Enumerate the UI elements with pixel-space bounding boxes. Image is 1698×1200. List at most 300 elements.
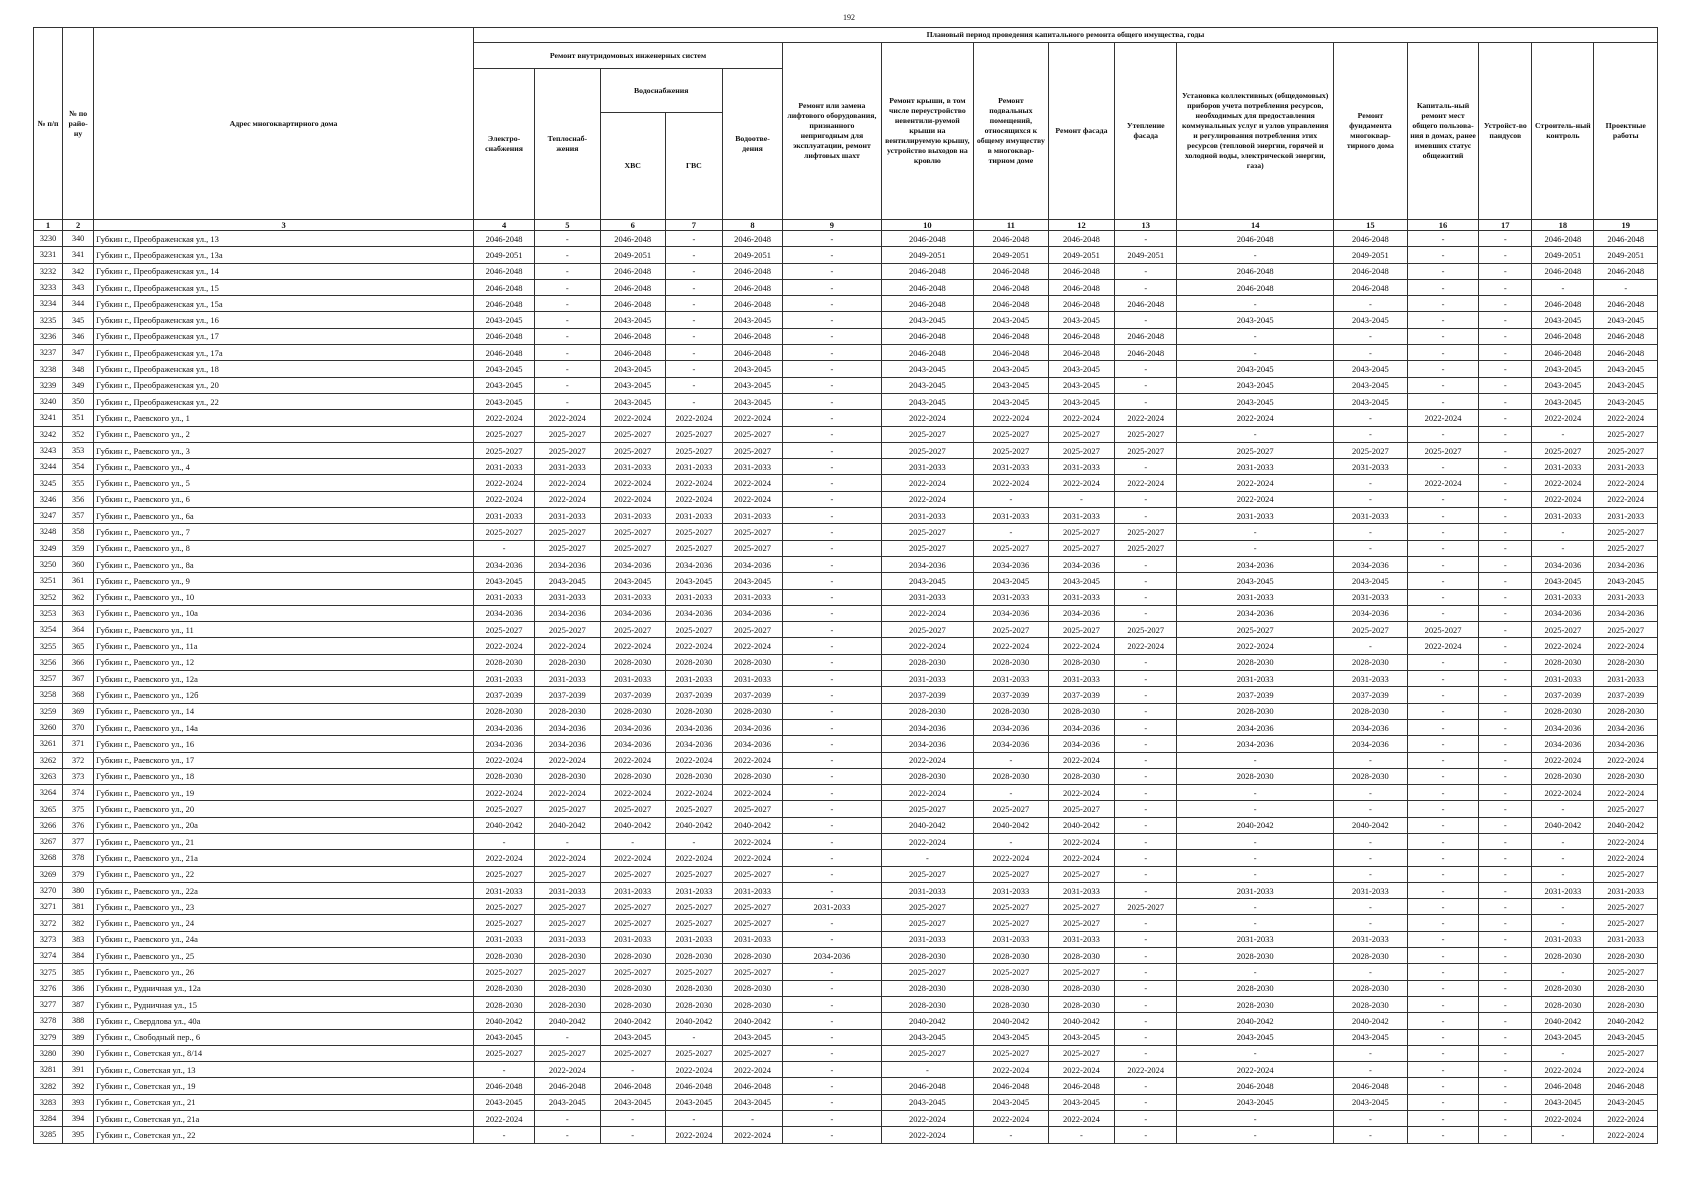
- period-cell: 2022-2024: [881, 638, 973, 654]
- period-cell: -: [783, 768, 882, 784]
- period-cell: 2025-2027: [974, 426, 1049, 442]
- period-cell: -: [665, 279, 722, 295]
- period-cell: 2025-2027: [1532, 622, 1594, 638]
- period-cell: 2034-2036: [665, 736, 722, 752]
- period-cell: 2034-2036: [1594, 719, 1658, 735]
- period-cell: 2046-2048: [722, 296, 782, 312]
- period-cell: -: [974, 524, 1049, 540]
- table-row: [34, 931, 1658, 947]
- period-cell: 2046-2048: [600, 263, 665, 279]
- table-row: [34, 328, 1658, 344]
- period-cell: 2034-2036: [974, 719, 1049, 735]
- address-cell: Губкин г., Раевского ул., 17: [94, 752, 474, 768]
- period-cell: -: [1115, 589, 1177, 605]
- column-number: 5: [535, 220, 600, 231]
- period-cell: 2034-2036: [1594, 605, 1658, 621]
- period-cell: -: [783, 817, 882, 833]
- period-cell: -: [535, 393, 600, 409]
- period-cell: 2028-2030: [535, 948, 600, 964]
- row-number: 3231: [34, 247, 63, 263]
- period-cell: -: [1479, 850, 1532, 866]
- period-cell: 2028-2030: [974, 980, 1049, 996]
- period-cell: 2022-2024: [1594, 850, 1658, 866]
- period-cell: -: [783, 279, 882, 295]
- period-cell: -: [1407, 589, 1479, 605]
- period-cell: 2031-2033: [473, 508, 534, 524]
- address-cell: Губкин г., Советская ул., 21а: [94, 1111, 474, 1127]
- address-cell: Губкин г., Раевского ул., 12: [94, 654, 474, 670]
- period-cell: 2022-2024: [1407, 638, 1479, 654]
- period-cell: -: [1407, 1078, 1479, 1094]
- period-cell: 2031-2033: [1048, 882, 1114, 898]
- period-cell: 2046-2048: [1334, 263, 1408, 279]
- period-cell: 2040-2042: [473, 1013, 534, 1029]
- address-cell: Губкин г., Раевского ул., 11а: [94, 638, 474, 654]
- period-cell: 2025-2027: [1594, 899, 1658, 915]
- period-cell: 2037-2039: [1532, 687, 1594, 703]
- row-number: 3262: [34, 752, 63, 768]
- period-cell: 2046-2048: [974, 345, 1049, 361]
- district-number: 349: [63, 377, 94, 393]
- period-cell: 2043-2045: [1177, 312, 1334, 328]
- period-cell: 2034-2036: [473, 719, 534, 735]
- period-cell: -: [1407, 801, 1479, 817]
- period-cell: -: [783, 377, 882, 393]
- row-number: 3279: [34, 1029, 63, 1045]
- period-cell: 2031-2033: [722, 931, 782, 947]
- period-cell: -: [783, 361, 882, 377]
- table-row: [34, 850, 1658, 866]
- period-cell: 2025-2027: [1048, 426, 1114, 442]
- district-number: 392: [63, 1078, 94, 1094]
- page-number: 192: [843, 13, 855, 22]
- period-cell: -: [1532, 1127, 1594, 1143]
- period-cell: 2031-2033: [535, 459, 600, 475]
- address-cell: Губкин г., Раевского ул., 14: [94, 703, 474, 719]
- address-cell: Губкин г., Преображенская ул., 15а: [94, 296, 474, 312]
- col-drainage: Водоотве-дения: [722, 69, 782, 220]
- period-cell: 2043-2045: [1334, 393, 1408, 409]
- period-cell: 2022-2024: [881, 491, 973, 507]
- column-number: 7: [665, 220, 722, 231]
- period-cell: -: [1407, 671, 1479, 687]
- period-cell: -: [1115, 556, 1177, 572]
- period-cell: 2046-2048: [881, 279, 973, 295]
- period-cell: 2040-2042: [665, 1013, 722, 1029]
- period-cell: 2025-2027: [665, 426, 722, 442]
- period-cell: 2046-2048: [1334, 1078, 1408, 1094]
- row-number: 3252: [34, 589, 63, 605]
- period-cell: -: [1115, 377, 1177, 393]
- period-cell: 2034-2036: [535, 736, 600, 752]
- address-cell: Губкин г., Советская ул., 8/14: [94, 1045, 474, 1061]
- col-design-works: Проектные работы: [1594, 43, 1658, 220]
- period-cell: 2040-2042: [881, 1013, 973, 1029]
- period-cell: 2028-2030: [665, 703, 722, 719]
- period-cell: 2025-2027: [1334, 622, 1408, 638]
- period-cell: 2046-2048: [600, 296, 665, 312]
- table-row: [34, 573, 1658, 589]
- period-cell: 2025-2027: [1334, 442, 1408, 458]
- period-cell: 2031-2033: [473, 589, 534, 605]
- address-cell: Губкин г., Раевского ул., 21а: [94, 850, 474, 866]
- period-cell: -: [1407, 1045, 1479, 1061]
- period-cell: -: [881, 850, 973, 866]
- period-cell: -: [1407, 752, 1479, 768]
- period-cell: 2022-2024: [473, 491, 534, 507]
- period-cell: -: [1479, 491, 1532, 507]
- period-cell: -: [783, 882, 882, 898]
- period-cell: 2022-2024: [535, 491, 600, 507]
- period-cell: 2022-2024: [1115, 638, 1177, 654]
- period-cell: 2046-2048: [1048, 279, 1114, 295]
- period-cell: 2028-2030: [974, 996, 1049, 1012]
- period-cell: 2022-2024: [665, 785, 722, 801]
- period-cell: 2022-2024: [535, 1062, 600, 1078]
- period-cell: 2043-2045: [881, 573, 973, 589]
- period-cell: -: [783, 540, 882, 556]
- period-cell: 2040-2042: [722, 1013, 782, 1029]
- period-cell: -: [974, 1127, 1049, 1143]
- period-cell: -: [1334, 1127, 1408, 1143]
- row-number: 3280: [34, 1045, 63, 1061]
- period-cell: 2031-2033: [1334, 508, 1408, 524]
- period-cell: 2022-2024: [1115, 475, 1177, 491]
- period-cell: 2025-2027: [722, 801, 782, 817]
- table-row: [34, 1062, 1658, 1078]
- district-number: 340: [63, 231, 94, 247]
- period-cell: 2046-2048: [473, 231, 534, 247]
- period-cell: 2022-2024: [473, 752, 534, 768]
- period-cell: -: [1115, 785, 1177, 801]
- period-cell: -: [665, 833, 722, 849]
- district-number: 351: [63, 410, 94, 426]
- period-cell: 2025-2027: [473, 622, 534, 638]
- period-cell: 2028-2030: [535, 996, 600, 1012]
- period-cell: 2046-2048: [1115, 296, 1177, 312]
- address-cell: Губкин г., Советская ул., 13: [94, 1062, 474, 1078]
- address-cell: Губкин г., Свердлова ул., 40а: [94, 1013, 474, 1029]
- district-number: 357: [63, 508, 94, 524]
- period-cell: 2031-2033: [535, 671, 600, 687]
- period-cell: 2025-2027: [1048, 915, 1114, 931]
- period-cell: -: [1177, 1045, 1334, 1061]
- period-cell: 2040-2042: [473, 817, 534, 833]
- table-row: [34, 524, 1658, 540]
- period-cell: 2022-2024: [1115, 410, 1177, 426]
- period-cell: 2046-2048: [535, 1078, 600, 1094]
- column-number: 8: [722, 220, 782, 231]
- period-cell: 2028-2030: [1532, 980, 1594, 996]
- period-cell: 2046-2048: [1115, 328, 1177, 344]
- table-row: [34, 1029, 1658, 1045]
- period-cell: -: [1334, 964, 1408, 980]
- period-cell: 2022-2024: [1532, 410, 1594, 426]
- row-number: 3256: [34, 654, 63, 670]
- period-cell: 2031-2033: [881, 459, 973, 475]
- table-row: [34, 785, 1658, 801]
- period-cell: 2022-2024: [881, 475, 973, 491]
- period-cell: -: [1334, 296, 1408, 312]
- period-cell: -: [665, 296, 722, 312]
- period-cell: 2025-2027: [535, 964, 600, 980]
- period-cell: 2025-2027: [974, 1045, 1049, 1061]
- period-cell: 2031-2033: [881, 882, 973, 898]
- period-cell: -: [783, 719, 882, 735]
- period-cell: 2046-2048: [974, 279, 1049, 295]
- period-cell: -: [1532, 964, 1594, 980]
- period-cell: 2025-2027: [1048, 964, 1114, 980]
- address-cell: Губкин г., Раевского ул., 6: [94, 491, 474, 507]
- period-cell: 2031-2033: [1048, 508, 1114, 524]
- district-number: 391: [63, 1062, 94, 1078]
- period-cell: -: [783, 426, 882, 442]
- period-cell: -: [1177, 801, 1334, 817]
- capital-repair-table: [33, 27, 1658, 1144]
- period-cell: 2022-2024: [1407, 475, 1479, 491]
- period-cell: -: [1532, 833, 1594, 849]
- period-cell: 2034-2036: [535, 605, 600, 621]
- period-cell: 2028-2030: [1334, 948, 1408, 964]
- period-cell: 2043-2045: [722, 1029, 782, 1045]
- period-cell: -: [1532, 866, 1594, 882]
- table-row: [34, 231, 1658, 247]
- period-cell: 2022-2024: [473, 785, 534, 801]
- period-cell: -: [783, 1111, 882, 1127]
- period-cell: 2043-2045: [881, 1029, 973, 1045]
- period-cell: 2025-2027: [722, 1045, 782, 1061]
- row-number: 3260: [34, 719, 63, 735]
- period-cell: 2028-2030: [722, 948, 782, 964]
- period-cell: 2031-2033: [1532, 882, 1594, 898]
- period-cell: -: [1407, 915, 1479, 931]
- address-cell: Губкин г., Раевского ул., 11: [94, 622, 474, 638]
- period-cell: 2028-2030: [722, 980, 782, 996]
- period-cell: -: [783, 345, 882, 361]
- address-cell: Губкин г., Раевского ул., 12а: [94, 671, 474, 687]
- period-cell: -: [1479, 817, 1532, 833]
- period-cell: 2025-2027: [665, 801, 722, 817]
- period-cell: -: [783, 410, 882, 426]
- period-cell: -: [1407, 605, 1479, 621]
- row-number: 3243: [34, 442, 63, 458]
- row-number: 3263: [34, 768, 63, 784]
- period-cell: -: [1532, 1045, 1594, 1061]
- period-cell: 2028-2030: [881, 996, 973, 1012]
- period-cell: -: [783, 980, 882, 996]
- period-cell: 2046-2048: [473, 328, 534, 344]
- period-cell: 2025-2027: [974, 964, 1049, 980]
- table-row: [34, 263, 1658, 279]
- period-cell: -: [535, 1029, 600, 1045]
- period-cell: 2028-2030: [1048, 980, 1114, 996]
- period-cell: -: [535, 1111, 600, 1127]
- period-cell: 2043-2045: [722, 377, 782, 393]
- period-cell: 2034-2036: [600, 736, 665, 752]
- period-cell: -: [1479, 1013, 1532, 1029]
- column-number: 17: [1479, 220, 1532, 231]
- period-cell: -: [1479, 915, 1532, 931]
- column-number: 3: [94, 220, 474, 231]
- col-electricity: Электро-снабжения: [473, 69, 534, 220]
- period-cell: 2037-2039: [1177, 687, 1334, 703]
- period-cell: -: [783, 1094, 882, 1110]
- period-cell: 2028-2030: [473, 654, 534, 670]
- period-cell: -: [1407, 573, 1479, 589]
- period-cell: 2025-2027: [665, 866, 722, 882]
- period-cell: 2028-2030: [1594, 768, 1658, 784]
- district-number: 360: [63, 556, 94, 572]
- period-cell: 2034-2036: [1048, 736, 1114, 752]
- period-cell: -: [783, 263, 882, 279]
- period-cell: 2022-2024: [535, 850, 600, 866]
- period-cell: 2031-2033: [1177, 459, 1334, 475]
- period-cell: 2022-2024: [974, 638, 1049, 654]
- period-cell: -: [1479, 736, 1532, 752]
- period-cell: 2025-2027: [1177, 622, 1334, 638]
- period-cell: -: [1532, 426, 1594, 442]
- period-cell: 2031-2033: [1532, 931, 1594, 947]
- period-cell: 2031-2033: [722, 508, 782, 524]
- period-cell: 2031-2033: [881, 931, 973, 947]
- district-number: 346: [63, 328, 94, 344]
- period-cell: -: [1407, 459, 1479, 475]
- period-cell: -: [783, 850, 882, 866]
- period-cell: 2022-2024: [1594, 1127, 1658, 1143]
- period-cell: -: [974, 752, 1049, 768]
- address-cell: Губкин г., Преображенская ул., 15: [94, 279, 474, 295]
- period-cell: 2049-2051: [600, 247, 665, 263]
- period-cell: -: [1479, 247, 1532, 263]
- period-cell: 2046-2048: [1532, 296, 1594, 312]
- period-cell: 2043-2045: [665, 1094, 722, 1110]
- period-cell: 2043-2045: [722, 361, 782, 377]
- period-cell: -: [1479, 393, 1532, 409]
- period-cell: 2022-2024: [881, 833, 973, 849]
- address-cell: Губкин г., Преображенская ул., 20: [94, 377, 474, 393]
- period-cell: 2046-2048: [1177, 263, 1334, 279]
- period-cell: -: [1479, 231, 1532, 247]
- period-cell: 2028-2030: [722, 654, 782, 670]
- period-cell: -: [1115, 459, 1177, 475]
- period-cell: 2022-2024: [722, 410, 782, 426]
- address-cell: Губкин г., Советская ул., 21: [94, 1094, 474, 1110]
- period-cell: 2043-2045: [974, 1094, 1049, 1110]
- period-cell: -: [1532, 540, 1594, 556]
- table-row: [34, 556, 1658, 572]
- period-cell: 2043-2045: [665, 573, 722, 589]
- period-cell: -: [665, 328, 722, 344]
- period-cell: -: [1479, 1127, 1532, 1143]
- period-cell: 2031-2033: [600, 459, 665, 475]
- period-cell: -: [1177, 296, 1334, 312]
- period-cell: 2031-2033: [1177, 589, 1334, 605]
- period-cell: -: [1407, 377, 1479, 393]
- period-cell: 2046-2048: [722, 1078, 782, 1094]
- period-cell: 2025-2027: [1048, 866, 1114, 882]
- period-cell: 2025-2027: [600, 524, 665, 540]
- row-number: 3275: [34, 964, 63, 980]
- period-cell: 2043-2045: [1177, 1029, 1334, 1045]
- period-cell: 2034-2036: [974, 605, 1049, 621]
- period-cell: 2028-2030: [974, 948, 1049, 964]
- period-cell: 2043-2045: [1048, 1029, 1114, 1045]
- period-cell: -: [783, 508, 882, 524]
- period-cell: 2025-2027: [535, 524, 600, 540]
- period-cell: 2043-2045: [1048, 361, 1114, 377]
- period-cell: 2046-2048: [1532, 1078, 1594, 1094]
- period-cell: -: [1407, 491, 1479, 507]
- period-cell: 2028-2030: [1177, 980, 1334, 996]
- period-cell: 2022-2024: [1048, 850, 1114, 866]
- period-cell: 2034-2036: [473, 605, 534, 621]
- period-cell: -: [1115, 312, 1177, 328]
- period-cell: 2037-2039: [1594, 687, 1658, 703]
- period-cell: -: [1479, 687, 1532, 703]
- period-cell: 2028-2030: [1048, 703, 1114, 719]
- period-cell: -: [783, 1045, 882, 1061]
- period-cell: -: [1479, 996, 1532, 1012]
- period-cell: -: [1407, 328, 1479, 344]
- district-number: 380: [63, 882, 94, 898]
- period-cell: 2031-2033: [535, 882, 600, 898]
- period-cell: -: [535, 312, 600, 328]
- row-number: 3247: [34, 508, 63, 524]
- period-cell: 2037-2039: [600, 687, 665, 703]
- period-cell: 2034-2036: [600, 719, 665, 735]
- address-cell: Губкин г., Раевского ул., 3: [94, 442, 474, 458]
- period-cell: 2025-2027: [1594, 540, 1658, 556]
- table-row: [34, 996, 1658, 1012]
- period-cell: 2025-2027: [881, 1045, 973, 1061]
- period-cell: -: [1115, 1078, 1177, 1094]
- period-cell: 2046-2048: [881, 1078, 973, 1094]
- period-cell: 2031-2033: [1177, 882, 1334, 898]
- period-cell: -: [974, 785, 1049, 801]
- period-cell: 2022-2024: [473, 475, 534, 491]
- period-cell: -: [1407, 882, 1479, 898]
- table-row: [34, 247, 1658, 263]
- district-number: 344: [63, 296, 94, 312]
- period-cell: -: [1334, 345, 1408, 361]
- period-cell: 2025-2027: [722, 622, 782, 638]
- period-cell: -: [1407, 719, 1479, 735]
- period-cell: 2025-2027: [974, 442, 1049, 458]
- address-cell: Губкин г., Раевского ул., 14а: [94, 719, 474, 735]
- period-cell: 2028-2030: [473, 768, 534, 784]
- period-cell: 2022-2024: [974, 1111, 1049, 1127]
- district-number: 361: [63, 573, 94, 589]
- period-cell: 2022-2024: [473, 850, 534, 866]
- period-cell: 2040-2042: [600, 1013, 665, 1029]
- period-cell: 2031-2033: [1177, 508, 1334, 524]
- period-cell: 2022-2024: [1594, 638, 1658, 654]
- period-cell: -: [600, 833, 665, 849]
- row-number: 3276: [34, 980, 63, 996]
- period-cell: -: [1479, 556, 1532, 572]
- period-cell: -: [881, 1062, 973, 1078]
- district-number: 356: [63, 491, 94, 507]
- district-number: 359: [63, 540, 94, 556]
- period-cell: 2028-2030: [1594, 703, 1658, 719]
- period-cell: -: [1334, 899, 1408, 915]
- row-number: 3278: [34, 1013, 63, 1029]
- period-cell: 2046-2048: [1177, 231, 1334, 247]
- period-cell: -: [1479, 1045, 1532, 1061]
- district-number: 374: [63, 785, 94, 801]
- col-heating: Теплоснаб-жения: [535, 69, 600, 220]
- period-cell: 2022-2024: [600, 475, 665, 491]
